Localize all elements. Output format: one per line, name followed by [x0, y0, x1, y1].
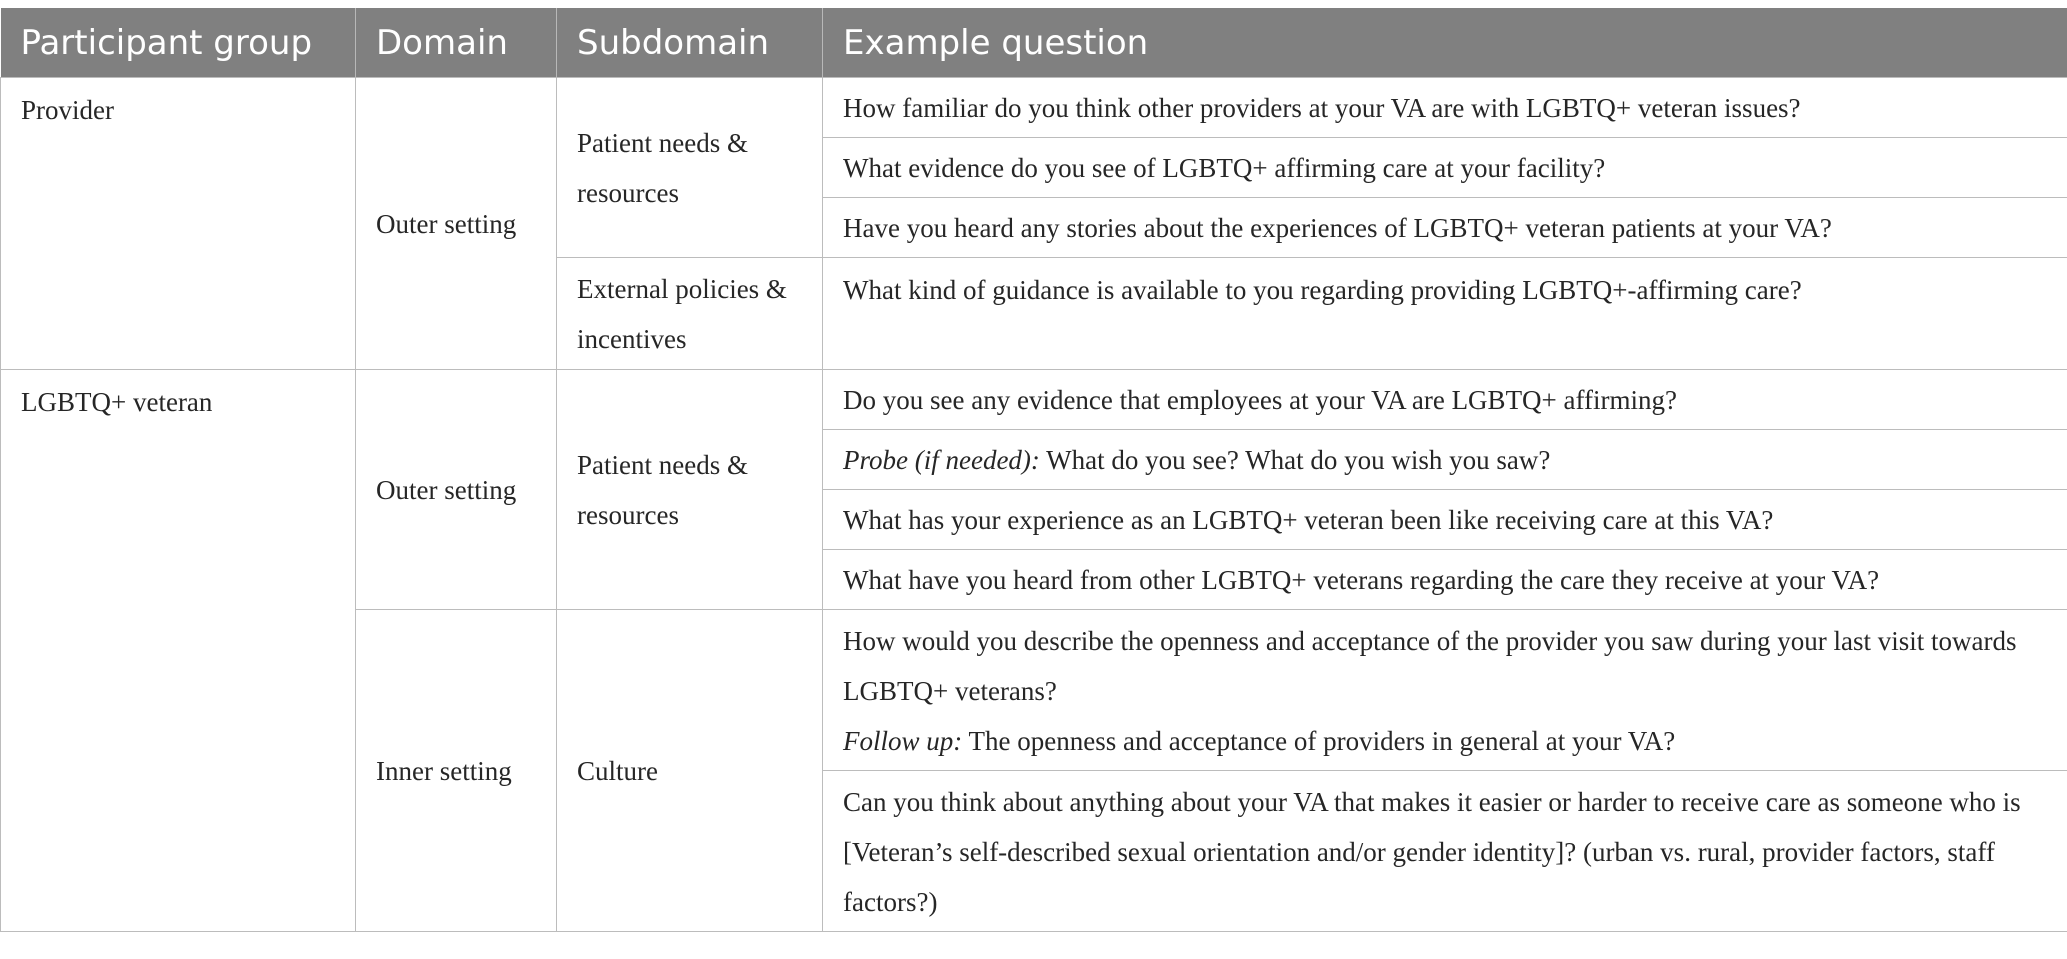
probe-label: Probe (if needed):: [843, 444, 1040, 475]
question-cell: [823, 610, 2067, 771]
table-row: [1, 370, 2067, 430]
question-cell: Do you see any evidence that employees at your VA are LGBTQ+ affirming?: [823, 370, 2067, 430]
header-subdomain: Subdomain: [557, 8, 823, 78]
domain-cell: Outer setting: [356, 78, 557, 370]
question-cell: [823, 430, 2067, 490]
header-participant-group: Participant group: [1, 8, 356, 78]
probe-text: What do you see? What do you wish you saw?: [1039, 444, 1551, 475]
header-example-question: Example question: [823, 8, 2067, 78]
subdomain-cell: Culture: [557, 610, 823, 932]
question-text: How would you describe the openness and acceptance of the provider you saw during your last visit towards LGBTQ+ veterans?: [843, 626, 2017, 706]
followup-line: [843, 716, 2047, 766]
header-domain: Domain: [356, 8, 557, 78]
question-cell: What has your experience as an LGBTQ+ veteran been like receiving care at this VA?: [823, 490, 2067, 550]
question-cell: Have you heard any stories about the experiences of LGBTQ+ veteran patients at your VA?: [823, 198, 2067, 258]
question-cell: What kind of guidance is available to you regarding providing LGBTQ+-affirming care?: [823, 258, 2067, 370]
subdomain-cell: Patient needs & resources: [557, 370, 823, 610]
followup-text: The openness and acceptance of providers in general at your VA?: [962, 726, 1676, 756]
header-row: [1, 8, 2067, 78]
question-cell: What have you heard from other LGBTQ+ veterans regarding the care they receive at your VA?: [823, 550, 2067, 610]
questions-table: [0, 8, 2067, 932]
question-cell: Can you think about anything about your VA that makes it easier or harder to receive care as someone who is [Veteran’s self-described sexual orientation and/or gender identity]? (urban vs. rural, provider factors, staff factors?): [823, 771, 2067, 932]
subdomain-cell: External policies & incentives: [557, 258, 823, 370]
question-cell: How familiar do you think other providers at your VA are with LGBTQ+ veteran issues?: [823, 78, 2067, 138]
domain-cell: Outer setting: [356, 370, 557, 610]
participant-group-veteran: LGBTQ+ veteran: [1, 370, 356, 932]
question-cell: What evidence do you see of LGBTQ+ affirming care at your facility?: [823, 138, 2067, 198]
subdomain-cell: Patient needs & resources: [557, 78, 823, 258]
followup-label: Follow up:: [843, 726, 963, 756]
domain-cell: Inner setting: [356, 610, 557, 932]
participant-group-provider: Provider: [1, 78, 356, 370]
table-row: [1, 78, 2067, 138]
